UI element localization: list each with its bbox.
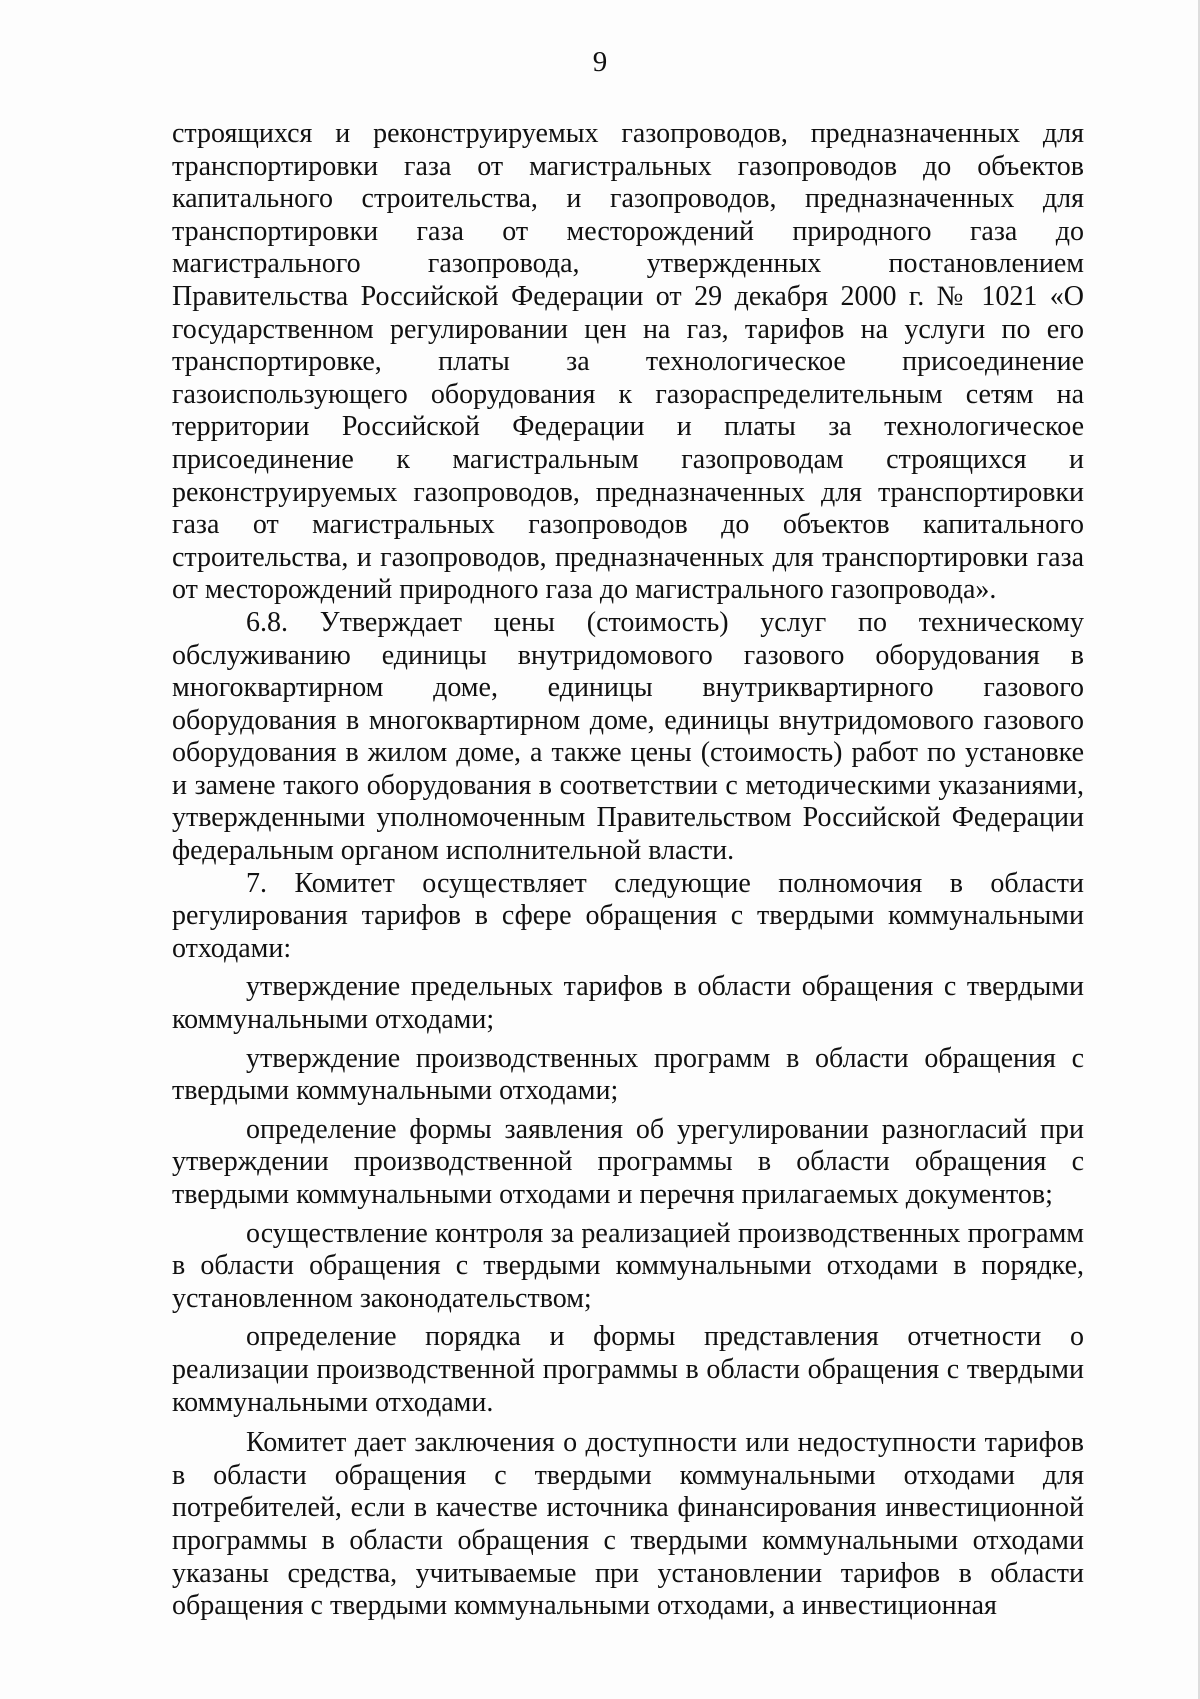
paragraph-conclusions: Комитет дает заключения о доступности или недоступности тарифов в области обращения с твердыми коммунальными отходами для потребителей, если в качестве источника финансирования инвестиционной программы в области обращения с твердыми коммунальными отходами указаны средства, учитываемые при установлении тарифов в области обращения с твердыми коммунальными отходами, а инвестиционная [172,1427,1084,1622]
paragraph-continuation: строящихся и реконструируемых газопроводов, предназначенных для транспортировки газа от магистральных газопроводов до объектов капитального строительства, и газопроводов, предназначенных для транспортировки газа от месторождений природного газа до магистрального газопровода, утвержденных постановлением Правительства Российской Федерации от 29 декабря 2000 г. № 1021 «О государственном регулировании цен на газ, тарифов на услуги по его транспортировке, платы за технологическое присоединение газоиспользующего оборудования к газораспределительным сетям на территории Российской Федерации и платы за технологическое присоединение к магистральным газопроводам строящихся и реконструируемых газопроводов, предназначенных для транспортировки газа от магистральных газопроводов до объектов капитального строительства, и газопроводов, предназначенных для транспортировки газа от месторождений природного газа до магистрального газопровода». [172,118,1084,606]
page-number: 9 [592,46,608,78]
document-body [172,118,1084,1623]
paragraph-6-8: 6.8. Утверждает цены (стоимость) услуг по техническому обслуживанию единицы внутридомового газового оборудования в многоквартирном доме, единицы внутриквартирного газового оборудования в многоквартирном доме, единицы внутридомового газового оборудования в жилом доме, а также цены (стоимость) работ по установке и замене такого оборудования в соответствии с методическими указаниями, утвержденными уполномоченным Правительством Российской Федерации федеральным органом исполнительной власти. [172,606,1084,867]
list-item-production-programs: утверждение производственных программ в области обращения с твердыми коммунальными отходами; [172,1042,1084,1107]
list-item-disagreement-form: определение формы заявления об урегулировании разногласий при утверждении производственной программы в области обращения с твердыми коммунальными отходами и перечня прилагаемых документов; [172,1113,1084,1210]
list-item-control: осуществление контроля за реализацией производственных программ в области обращения с твердыми коммунальными отходами в порядке, установленном законодательством; [172,1217,1084,1314]
paragraph-7: 7. Комитет осуществляет следующие полномочия в области регулирования тарифов в сфере обращения с твердыми коммунальными отходами: [172,867,1084,964]
list-item-tariffs: утверждение предельных тарифов в области обращения с твердыми коммунальными отходами; [172,971,1084,1036]
list-item-reporting: определение порядка и формы представления отчетности о реализации производственной программы в области обращения с твердыми коммунальными отходами. [172,1321,1084,1418]
